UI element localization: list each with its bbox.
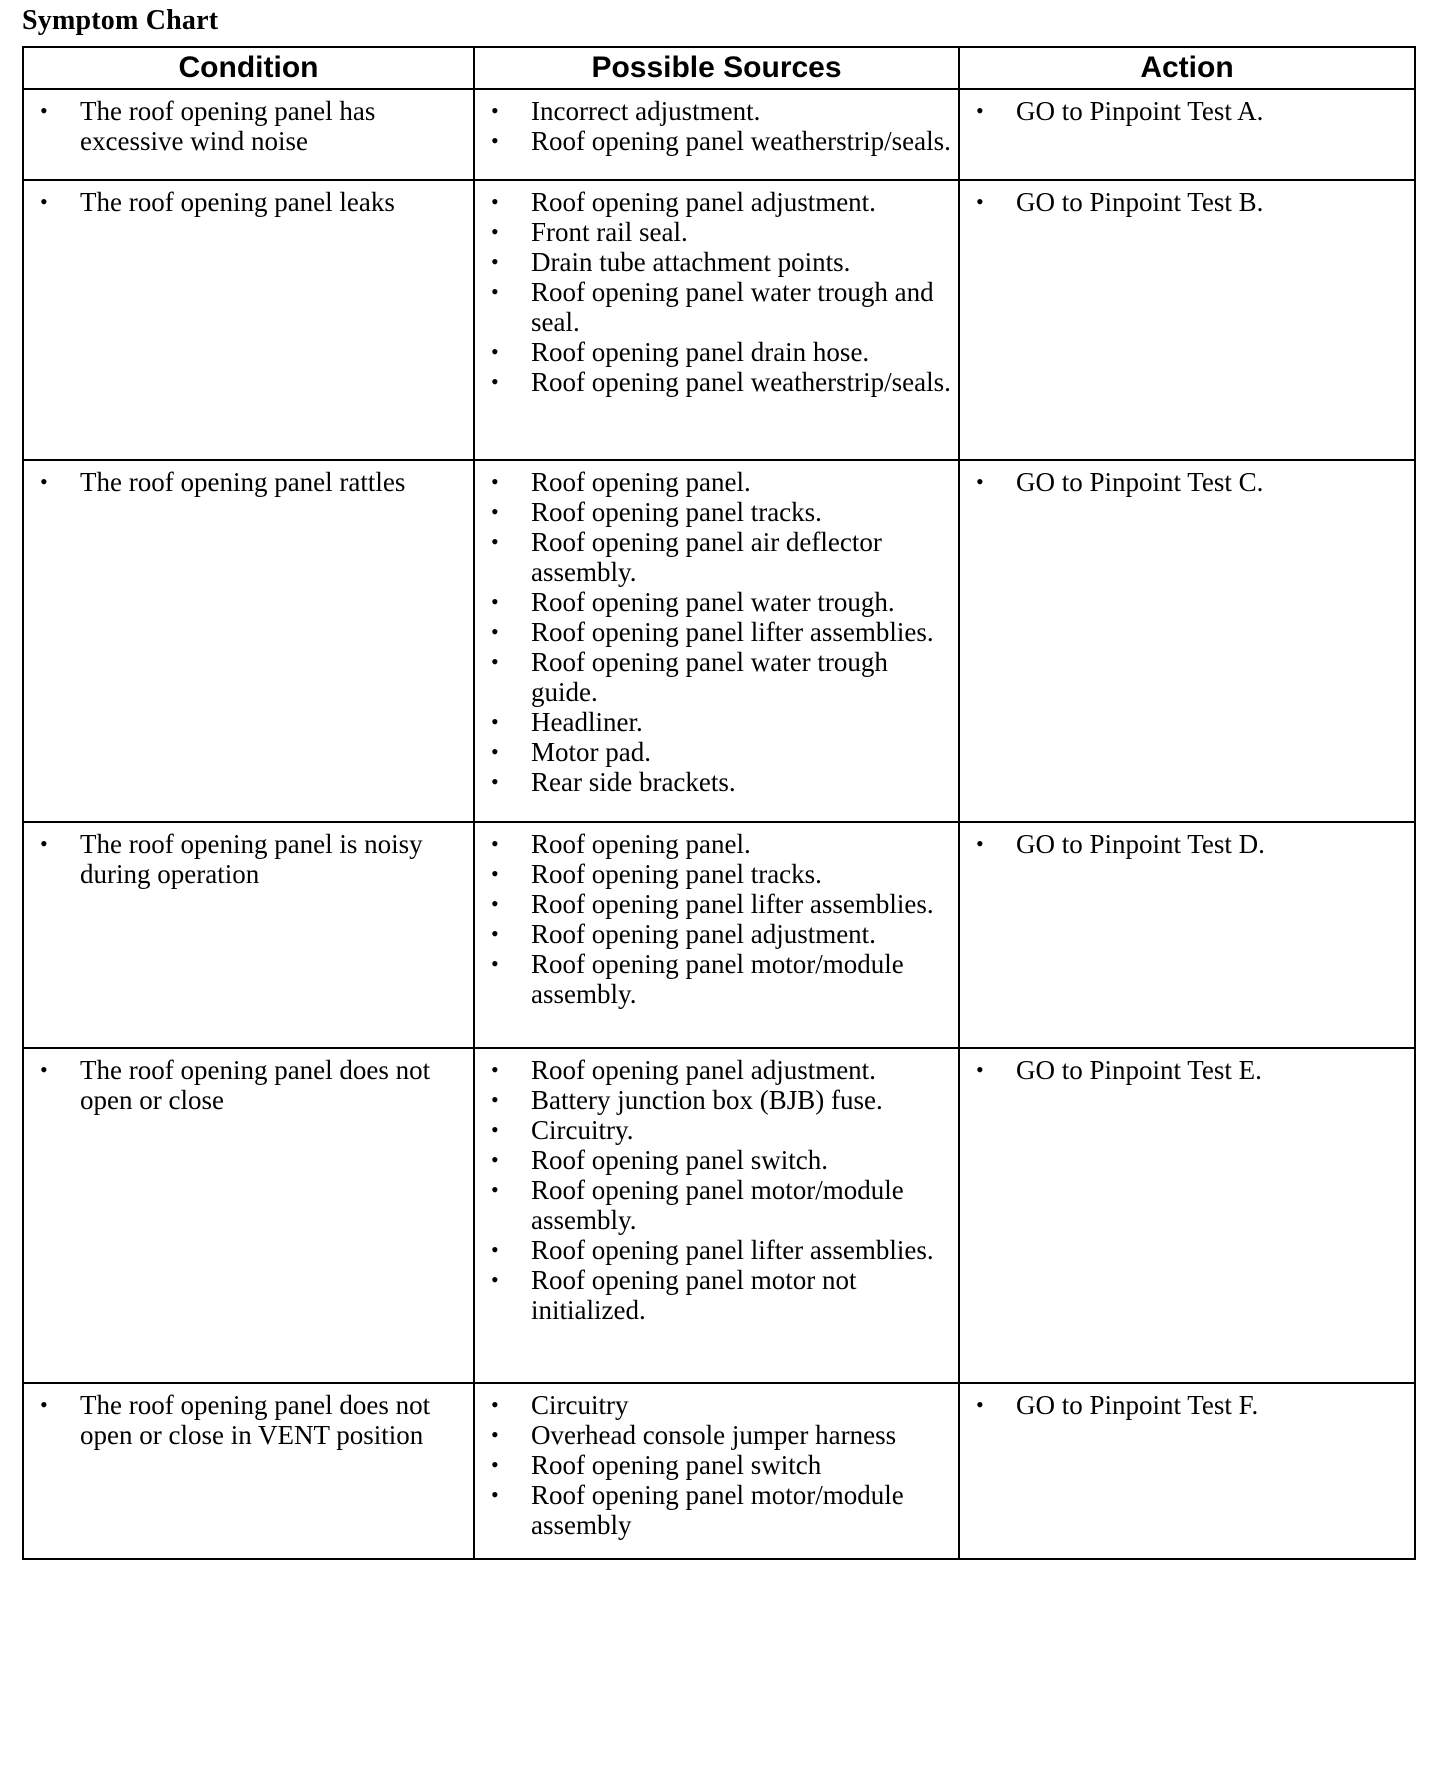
condition-item — [34, 96, 463, 156]
action-cell — [959, 460, 1415, 822]
source-text: Motor pad. — [531, 737, 651, 767]
source-item — [485, 1480, 954, 1540]
action-text: GO to Pinpoint Test E. — [1016, 1055, 1262, 1085]
bullet-icon: • — [491, 831, 499, 856]
condition-cell — [23, 1383, 474, 1559]
source-text: Battery junction box (BJB) fuse. — [531, 1085, 883, 1115]
bullet-icon: • — [491, 128, 499, 153]
header-condition: Condition — [23, 47, 474, 89]
source-item — [485, 527, 954, 587]
condition-text: The roof opening panel rattles — [80, 467, 406, 497]
action-text: GO to Pinpoint Test A. — [1016, 96, 1264, 126]
condition-list — [34, 96, 463, 156]
table-row — [23, 1383, 1415, 1559]
source-item — [485, 337, 954, 367]
possible-sources-cell — [474, 1383, 959, 1559]
action-text: GO to Pinpoint Test B. — [1016, 187, 1264, 217]
condition-text: The roof opening panel does not open or close — [80, 1055, 431, 1115]
table-row — [23, 822, 1415, 1048]
source-text: Roof opening panel switch. — [531, 1145, 828, 1175]
chart-title: Symptom Chart — [22, 5, 219, 36]
source-item — [485, 1145, 954, 1175]
source-text: Roof opening panel tracks. — [531, 859, 822, 889]
condition-list — [34, 467, 463, 497]
condition-cell — [23, 460, 474, 822]
bullet-icon: • — [491, 709, 499, 734]
bullet-icon: • — [491, 921, 499, 946]
source-text: Roof opening panel motor/module assembly. — [531, 949, 904, 1009]
sources-list — [485, 96, 954, 156]
action-cell — [959, 1048, 1415, 1383]
source-text: Roof opening panel lifter assemblies. — [531, 1235, 934, 1265]
sources-list — [485, 467, 954, 797]
bullet-icon: • — [976, 831, 984, 856]
bullet-icon: • — [491, 1267, 499, 1292]
bullet-icon: • — [40, 189, 48, 214]
bullet-icon: • — [491, 951, 499, 976]
bullet-icon: • — [491, 339, 499, 364]
source-text: Roof opening panel water trough. — [531, 587, 895, 617]
source-item — [485, 919, 954, 949]
bullet-icon: • — [491, 589, 499, 614]
condition-list — [34, 829, 463, 889]
bullet-icon: • — [491, 249, 499, 274]
bullet-icon: • — [491, 769, 499, 794]
table-row — [23, 1048, 1415, 1383]
action-list — [970, 467, 1410, 497]
sources-list — [485, 1055, 954, 1325]
action-cell — [959, 180, 1415, 460]
action-item — [970, 96, 1410, 126]
bullet-icon: • — [491, 1237, 499, 1262]
source-item — [485, 1235, 954, 1265]
source-text: Incorrect adjustment. — [531, 96, 761, 126]
source-text: Drain tube attachment points. — [531, 247, 851, 277]
source-item — [485, 829, 954, 859]
bullet-icon: • — [491, 469, 499, 494]
source-text: Circuitry. — [531, 1115, 634, 1145]
table-row — [23, 460, 1415, 822]
source-text: Roof opening panel lifter assemblies. — [531, 617, 934, 647]
action-item — [970, 1390, 1410, 1420]
source-item — [485, 187, 954, 217]
action-list — [970, 1055, 1410, 1085]
source-item — [485, 96, 954, 126]
condition-cell — [23, 822, 474, 1048]
source-text: Overhead console jumper harness — [531, 1420, 897, 1450]
source-item — [485, 617, 954, 647]
possible-sources-cell — [474, 822, 959, 1048]
action-list — [970, 1390, 1410, 1420]
source-item — [485, 737, 954, 767]
condition-item — [34, 467, 463, 497]
source-item — [485, 1265, 954, 1325]
condition-item — [34, 1390, 463, 1450]
possible-sources-cell — [474, 89, 959, 180]
source-text: Front rail seal. — [531, 217, 688, 247]
bullet-icon: • — [491, 619, 499, 644]
source-text: Roof opening panel adjustment. — [531, 1055, 876, 1085]
source-item — [485, 1450, 954, 1480]
source-text: Rear side brackets. — [531, 767, 736, 797]
possible-sources-cell — [474, 180, 959, 460]
source-text: Roof opening panel motor/module assembly — [531, 1480, 904, 1540]
action-text: GO to Pinpoint Test C. — [1016, 467, 1264, 497]
bullet-icon: • — [491, 739, 499, 764]
bullet-icon: • — [491, 189, 499, 214]
source-text: Roof opening panel air deflector assembly. — [531, 527, 882, 587]
source-text: Roof opening panel drain hose. — [531, 337, 870, 367]
symptom-table — [22, 46, 1416, 1560]
bullet-icon: • — [491, 279, 499, 304]
source-text: Roof opening panel water trough guide. — [531, 647, 888, 707]
source-item — [485, 467, 954, 497]
source-text: Roof opening panel. — [531, 829, 751, 859]
source-item — [485, 949, 954, 1009]
source-text: Roof opening panel motor/module assembly. — [531, 1175, 904, 1235]
action-item — [970, 1055, 1410, 1085]
header-row — [23, 47, 1415, 89]
source-text: Roof opening panel switch — [531, 1450, 822, 1480]
action-text: GO to Pinpoint Test D. — [1016, 829, 1265, 859]
source-text: Roof opening panel weatherstrip/seals. — [531, 367, 951, 397]
bullet-icon: • — [976, 189, 984, 214]
condition-item — [34, 1055, 463, 1115]
source-text: Roof opening panel adjustment. — [531, 919, 876, 949]
bullet-icon: • — [40, 1057, 48, 1082]
condition-item — [34, 187, 463, 217]
bullet-icon: • — [976, 1057, 984, 1082]
action-item — [970, 467, 1410, 497]
bullet-icon: • — [491, 1392, 499, 1417]
table-body — [23, 89, 1415, 1559]
source-item — [485, 1115, 954, 1145]
condition-text: The roof opening panel leaks — [80, 187, 395, 217]
bullet-icon: • — [491, 649, 499, 674]
source-text: Roof opening panel tracks. — [531, 497, 822, 527]
action-text: GO to Pinpoint Test F. — [1016, 1390, 1259, 1420]
table-row — [23, 89, 1415, 180]
sources-list — [485, 187, 954, 397]
source-item — [485, 859, 954, 889]
source-text: Roof opening panel weatherstrip/seals. — [531, 126, 951, 156]
source-item — [485, 367, 954, 397]
condition-text: The roof opening panel is noisy during operation — [80, 829, 423, 889]
source-item — [485, 277, 954, 337]
source-item — [485, 587, 954, 617]
action-item — [970, 829, 1410, 859]
action-cell — [959, 1383, 1415, 1559]
bullet-icon: • — [40, 469, 48, 494]
bullet-icon: • — [491, 499, 499, 524]
condition-text: The roof opening panel does not open or close in VENT position — [80, 1390, 431, 1450]
source-item — [485, 1085, 954, 1115]
source-text: Roof opening panel water trough and seal. — [531, 277, 934, 337]
source-item — [485, 767, 954, 797]
condition-cell — [23, 1048, 474, 1383]
source-item — [485, 126, 954, 156]
source-item — [485, 1420, 954, 1450]
sources-list — [485, 1390, 954, 1540]
bullet-icon: • — [491, 1057, 499, 1082]
source-item — [485, 217, 954, 247]
bullet-icon: • — [491, 1177, 499, 1202]
bullet-icon: • — [976, 1392, 984, 1417]
source-item — [485, 497, 954, 527]
bullet-icon: • — [40, 1392, 48, 1417]
source-item — [485, 1175, 954, 1235]
source-text: Circuitry — [531, 1390, 629, 1420]
bullet-icon: • — [491, 1482, 499, 1507]
source-item — [485, 1390, 954, 1420]
source-text: Roof opening panel lifter assemblies. — [531, 889, 934, 919]
header-action: Action — [959, 47, 1415, 89]
bullet-icon: • — [491, 529, 499, 554]
source-text: Roof opening panel adjustment. — [531, 187, 876, 217]
bullet-icon: • — [40, 98, 48, 123]
condition-list — [34, 187, 463, 217]
condition-item — [34, 829, 463, 889]
bullet-icon: • — [491, 1422, 499, 1447]
condition-cell — [23, 89, 474, 180]
action-list — [970, 187, 1410, 217]
source-item — [485, 1055, 954, 1085]
bullet-icon: • — [491, 861, 499, 886]
condition-cell — [23, 180, 474, 460]
source-item — [485, 247, 954, 277]
bullet-icon: • — [976, 469, 984, 494]
bullet-icon: • — [491, 369, 499, 394]
bullet-icon: • — [40, 831, 48, 856]
action-list — [970, 96, 1410, 126]
condition-list — [34, 1390, 463, 1450]
possible-sources-cell — [474, 460, 959, 822]
condition-text: The roof opening panel has excessive wind noise — [80, 96, 376, 156]
bullet-icon: • — [491, 1147, 499, 1172]
sources-list — [485, 829, 954, 1009]
bullet-icon: • — [491, 219, 499, 244]
source-text: Roof opening panel. — [531, 467, 751, 497]
action-item — [970, 187, 1410, 217]
bullet-icon: • — [491, 98, 499, 123]
header-possible-sources: Possible Sources — [474, 47, 959, 89]
source-item — [485, 889, 954, 919]
bullet-icon: • — [491, 1452, 499, 1477]
table-row — [23, 180, 1415, 460]
condition-list — [34, 1055, 463, 1115]
bullet-icon: • — [491, 1117, 499, 1142]
bullet-icon: • — [491, 1087, 499, 1112]
source-item — [485, 647, 954, 707]
source-text: Roof opening panel motor not initialized. — [531, 1265, 857, 1325]
bullet-icon: • — [491, 891, 499, 916]
action-cell — [959, 89, 1415, 180]
bullet-icon: • — [976, 98, 984, 123]
possible-sources-cell — [474, 1048, 959, 1383]
action-cell — [959, 822, 1415, 1048]
source-item — [485, 707, 954, 737]
action-list — [970, 829, 1410, 859]
source-text: Headliner. — [531, 707, 643, 737]
